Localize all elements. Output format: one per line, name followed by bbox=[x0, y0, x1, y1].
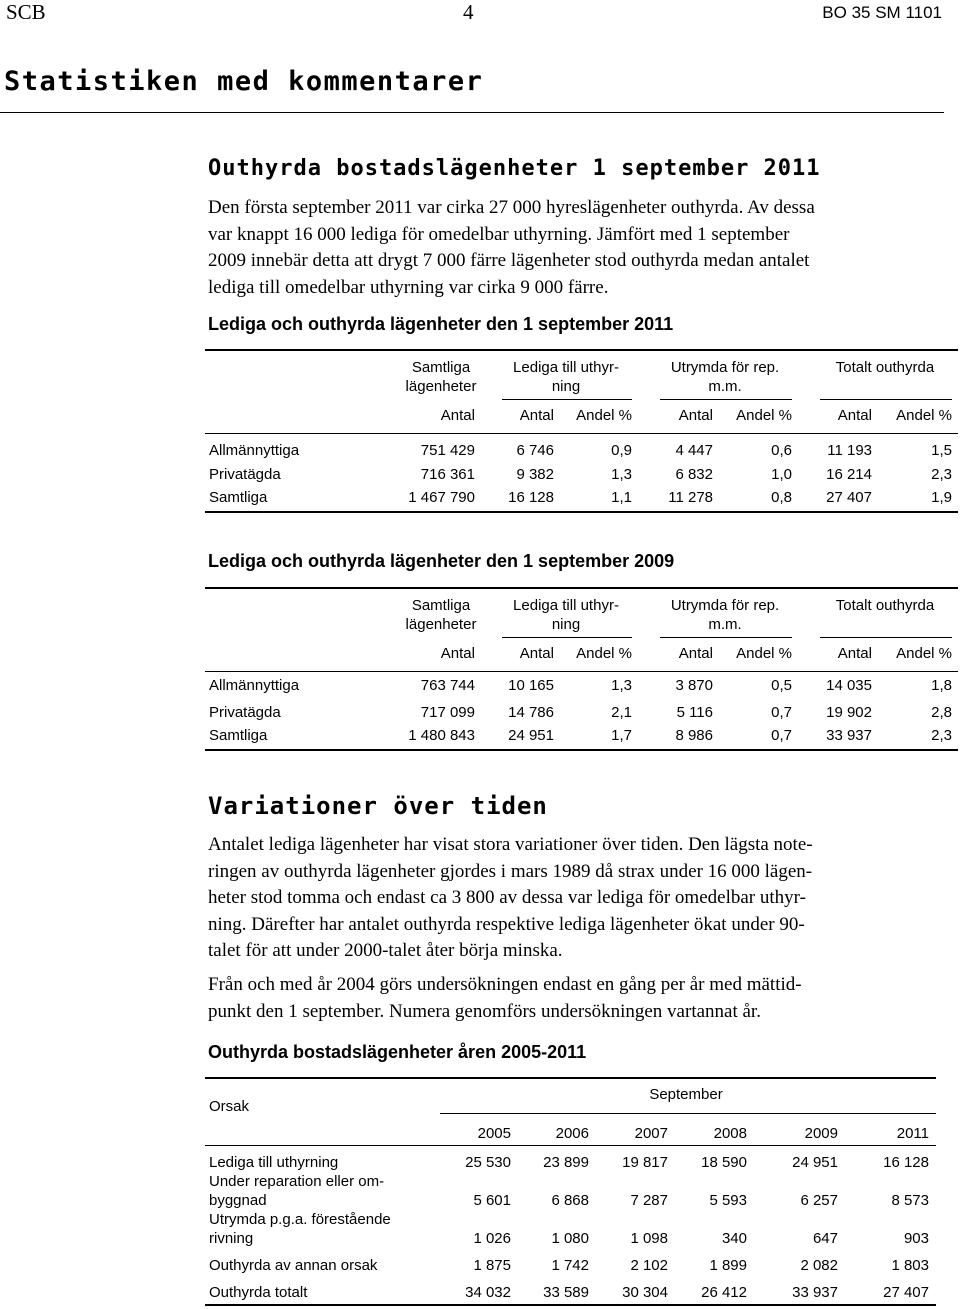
table-cell: 1,0 bbox=[771, 466, 792, 483]
column-group-header: m.m. bbox=[708, 616, 742, 633]
column-subheader: Andel % bbox=[896, 407, 952, 424]
table-cell: 6 832 bbox=[675, 466, 713, 483]
table-cell: 340 bbox=[721, 1230, 747, 1247]
page-title: Statistiken med kommentarer bbox=[4, 66, 484, 97]
table-cell: 24 951 bbox=[508, 727, 554, 744]
row-label: Outhyrda av annan orsak bbox=[209, 1257, 378, 1274]
column-subheader: Andel % bbox=[736, 645, 792, 662]
table-cell: 0,8 bbox=[771, 489, 792, 506]
column-group-header: ning bbox=[551, 378, 581, 395]
table-cell: 10 165 bbox=[508, 677, 554, 694]
row-label: rivning bbox=[209, 1230, 254, 1247]
table-cell: 1 742 bbox=[551, 1257, 589, 1274]
table-cell: 2,3 bbox=[931, 727, 952, 744]
table-cell: 1 080 bbox=[551, 1230, 589, 1247]
table-cell: 1 875 bbox=[473, 1257, 511, 1274]
table-cell: 903 bbox=[903, 1230, 929, 1247]
column-subheader: Antal bbox=[440, 407, 475, 424]
column-subheader: Antal bbox=[837, 645, 872, 662]
header-org: SCB bbox=[6, 0, 46, 24]
table-cell: 1,9 bbox=[931, 489, 952, 506]
table-2009-title: Lediga och outhyrda lägenheter den 1 september 2009 bbox=[208, 551, 675, 571]
group-underline bbox=[440, 1113, 936, 1114]
column-subheader: Andel % bbox=[576, 407, 632, 424]
row-label: Under reparation eller om- bbox=[209, 1173, 385, 1190]
column-group-header: Lediga till uthyr- bbox=[513, 597, 619, 614]
column-subheader: Antal bbox=[519, 407, 554, 424]
paragraph-line: punkt den 1 september. Numera genomförs undersökningen vartannat år. bbox=[208, 1000, 761, 1022]
table-cell: 34 032 bbox=[465, 1284, 511, 1301]
table-cell: 6 868 bbox=[551, 1192, 589, 1209]
table-cell: 8 986 bbox=[675, 727, 713, 744]
paragraph-line: ringen av outhyrda lägenheter gjordes i mars 1989 då strax under 16 000 lägen- bbox=[208, 860, 813, 882]
paragraph-line: var knappt 16 000 lediga för omedelbar uthyrning. Jämfört med 1 september bbox=[208, 223, 790, 245]
table-cell: 26 412 bbox=[701, 1284, 747, 1301]
header-bottom-rule bbox=[205, 1145, 936, 1146]
table-cell: 18 590 bbox=[701, 1154, 747, 1171]
table-cell: 5 116 bbox=[676, 704, 713, 721]
row-label: Allmännyttiga bbox=[209, 677, 300, 694]
table-cell: 16 214 bbox=[826, 466, 872, 483]
column-subheader: Andel % bbox=[736, 407, 792, 424]
table-bottom-rule bbox=[205, 1304, 936, 1306]
paragraph-line: Från och med år 2004 görs undersökningen endast en gång per år med mättid- bbox=[208, 974, 802, 995]
table-cell: 19 817 bbox=[622, 1154, 668, 1171]
column-group-header: Totalt outhyrda bbox=[835, 597, 935, 614]
table-cell: 0,9 bbox=[611, 442, 632, 459]
table-cell: 30 304 bbox=[622, 1284, 668, 1301]
column-group-header: Utrymda för rep. bbox=[670, 359, 780, 376]
row-label: Allmännyttiga bbox=[209, 442, 300, 459]
column-subheader: Antal bbox=[440, 645, 475, 662]
row-label: Samtliga bbox=[209, 727, 268, 744]
table-cell: 33 937 bbox=[826, 727, 872, 744]
table-cell: 2 102 bbox=[630, 1257, 668, 1274]
table-top-rule bbox=[205, 1077, 936, 1079]
table-cell: 647 bbox=[812, 1230, 838, 1247]
table-cell: 1 480 843 bbox=[408, 727, 475, 744]
table-cell: 27 407 bbox=[883, 1284, 929, 1301]
table-cell: 14 035 bbox=[826, 677, 872, 694]
page-number: 4 bbox=[463, 0, 474, 24]
table-cell: 16 128 bbox=[508, 489, 554, 506]
paragraph-line: talet för att under 2000-talet åter börja minska. bbox=[208, 940, 563, 961]
table-cell: 1,8 bbox=[931, 677, 952, 694]
table-cell: 1,3 bbox=[611, 677, 632, 694]
table-cell: 4 447 bbox=[675, 442, 713, 459]
paragraph-line: Den första september 2011 var cirka 27 000 hyreslägenheter outhyrda. Av dessa bbox=[208, 197, 815, 218]
table-cell: 9 382 bbox=[516, 466, 554, 483]
row-label: Privatägda bbox=[209, 466, 281, 483]
table-cell: 8 573 bbox=[891, 1192, 929, 1209]
column-group-header: lägenheter bbox=[405, 378, 477, 395]
year-header: 2009 bbox=[804, 1125, 838, 1142]
paragraph-line: lediga till omedelbar uthyrning var cirka 9 000 färre. bbox=[208, 276, 609, 298]
table-cell: 25 530 bbox=[465, 1154, 511, 1171]
row-label: Utrymda p.g.a. förestående bbox=[209, 1211, 391, 1228]
column-subheader: Antal bbox=[678, 645, 713, 662]
table-cell: 717 099 bbox=[420, 704, 475, 721]
row-label: byggnad bbox=[209, 1192, 267, 1209]
table-cell: 3 870 bbox=[675, 677, 713, 694]
column-group-header: Lediga till uthyr- bbox=[513, 359, 619, 376]
header-publication-id: BO 35 SM 1101 bbox=[822, 3, 942, 22]
row-label: Privatägda bbox=[209, 704, 281, 721]
column-group-header: ning bbox=[551, 616, 581, 633]
year-header: 2006 bbox=[555, 1125, 589, 1142]
column-subheader: Antal bbox=[837, 407, 872, 424]
table-cell: 1 026 bbox=[473, 1230, 511, 1247]
table-cell: 0,7 bbox=[771, 727, 792, 744]
table-cell: 33 589 bbox=[543, 1284, 589, 1301]
table-cell: 1,7 bbox=[611, 727, 632, 744]
table-cell: 716 361 bbox=[420, 466, 475, 483]
table-cell: 11 278 bbox=[668, 489, 713, 506]
paragraph-line: Antalet lediga lägenheter har visat stora variationer över tiden. Den lägsta note- bbox=[208, 834, 813, 855]
section-heading-variationer: Variationer över tiden bbox=[208, 792, 548, 820]
year-header: 2007 bbox=[634, 1125, 668, 1142]
column-group-header: Utrymda för rep. bbox=[670, 597, 780, 614]
row-header-label: Orsak bbox=[209, 1098, 250, 1115]
table-cell: 14 786 bbox=[508, 704, 554, 721]
table-cell: 2,1 bbox=[611, 704, 632, 721]
column-subheader: Andel % bbox=[896, 645, 952, 662]
table-years-title: Outhyrda bostadslägenheter åren 2005-2011 bbox=[208, 1042, 587, 1062]
paragraph-line: heter stod tomma och endast ca 3 800 av dessa var lediga för omedelbar uthyr- bbox=[208, 887, 806, 908]
table-cell: 7 287 bbox=[630, 1192, 668, 1209]
table-cell: 1 803 bbox=[891, 1257, 929, 1274]
table-cell: 763 744 bbox=[420, 677, 475, 694]
table-cell: 11 193 bbox=[827, 442, 872, 459]
column-group-header: Samtliga bbox=[411, 597, 471, 614]
table-cell: 0,5 bbox=[771, 677, 792, 694]
table-cell: 23 899 bbox=[543, 1154, 589, 1171]
table-cell: 0,6 bbox=[771, 442, 792, 459]
table-cell: 27 407 bbox=[826, 489, 872, 506]
paragraph-line: 2009 innebär detta att drygt 7 000 färre lägenheter stod outhyrda medan antalet bbox=[208, 250, 810, 271]
table-cell: 1 899 bbox=[709, 1257, 747, 1274]
table-2011-title: Lediga och outhyrda lägenheter den 1 september 2011 bbox=[208, 314, 674, 334]
table-cell: 1 467 790 bbox=[408, 489, 475, 506]
table-cell: 1,1 bbox=[611, 489, 632, 506]
row-label: Samtliga bbox=[209, 489, 268, 506]
section-heading-outhyrda-2011: Outhyrda bostadslägenheter 1 september 2011 bbox=[208, 156, 821, 181]
row-label: Lediga till uthyrning bbox=[209, 1154, 339, 1171]
column-group-header: Samtliga bbox=[411, 359, 471, 376]
table-cell: 33 937 bbox=[792, 1284, 838, 1301]
table-cell: 5 601 bbox=[473, 1192, 511, 1209]
table-cell: 1,5 bbox=[931, 442, 952, 459]
row-label: Outhyrda totalt bbox=[209, 1284, 308, 1301]
table-cell: 1 098 bbox=[630, 1230, 668, 1247]
paragraph-line: ning. Därefter har antalet outhyrda respektive lediga lägenheter ökat under 90- bbox=[208, 913, 805, 935]
table-cell: 6 257 bbox=[800, 1192, 838, 1209]
year-header: 2011 bbox=[896, 1125, 929, 1142]
table-cell: 6 746 bbox=[516, 442, 554, 459]
table-cell: 751 429 bbox=[420, 442, 475, 459]
table-cell: 2 082 bbox=[800, 1257, 838, 1274]
table-cell: 5 593 bbox=[709, 1192, 747, 1209]
year-header: 2005 bbox=[477, 1125, 511, 1142]
column-group-header: m.m. bbox=[708, 378, 742, 395]
table-cell: 1,3 bbox=[611, 466, 632, 483]
table-cell: 16 128 bbox=[883, 1154, 929, 1171]
table-cell: 24 951 bbox=[792, 1154, 838, 1171]
table-cell: 2,8 bbox=[931, 704, 952, 721]
column-subheader: Andel % bbox=[576, 645, 632, 662]
column-group-header: Totalt outhyrda bbox=[835, 359, 935, 376]
table-cell: 0,7 bbox=[771, 704, 792, 721]
column-subheader: Antal bbox=[678, 407, 713, 424]
column-group-header: lägenheter bbox=[405, 616, 477, 633]
year-header: 2008 bbox=[713, 1125, 747, 1142]
column-group-header: September bbox=[649, 1086, 723, 1103]
column-subheader: Antal bbox=[519, 645, 554, 662]
table-cell: 2,3 bbox=[931, 466, 952, 483]
table-cell: 19 902 bbox=[826, 704, 872, 721]
